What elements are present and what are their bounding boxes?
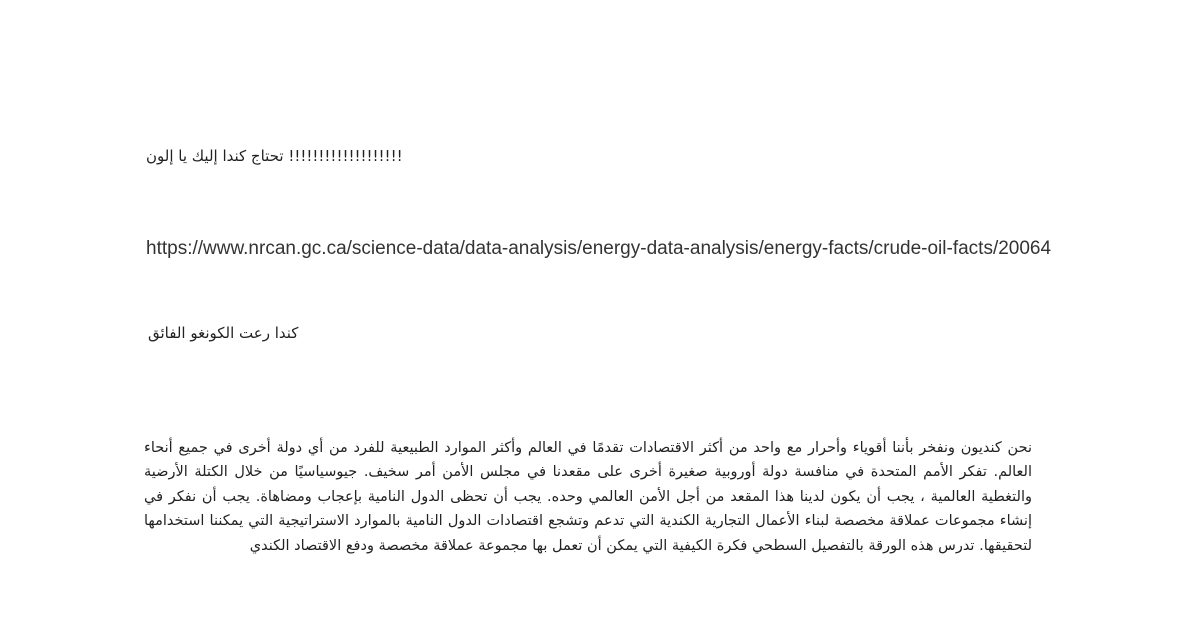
source-url-text: https://www.nrcan.gc.ca/science-data/data-analysis/energy-data-analysis/energy-facts/crude-oil-facts/20064	[146, 238, 1052, 259]
document-subtitle: كندا رعت الكونغو الفائق	[148, 324, 299, 342]
body-paragraph: نحن كنديون ونفخر بأننا أقوياء وأحرار مع واحد من أكثر الاقتصادات تقدمًا في العالم وأكثر الموارد الطبيعية للفرد من أي دولة أخرى في جميع أنحاء العالم. تفكر الأمم المتحدة في منافسة دولة أوروبية صغيرة أخرى على مقعدنا في مجلس الأمن أمر سخيف. جيوسياسيًا من خلال الكتلة الأرضية والتغطية العالمية ، يجب أن يكون لدينا هذا المقعد من أجل الأمن العالمي وحده. يجب أن تحظى الدول النامية بإعجاب ومضاهاة. يجب أن نفكر في إنشاء مجموعات عملاقة مخصصة لبناء الأعمال التجارية الكندية التي تدعم وتشجع اقتصادات الدول النامية بالموارد الاستراتيجية التي يمكننا استخدامها لتحقيقها. تدرس هذه الورقة بالتفصيل السطحي فكرة الكيفية التي يمكن أن تعمل بها مجموعة عملاقة مخصصة ودفع الاقتصاد الكندي	[144, 440, 1032, 554]
document-heading: !!!!!!!!!!!!!!!!!!! تحتاج كندا إليك يا إلون	[146, 147, 403, 165]
